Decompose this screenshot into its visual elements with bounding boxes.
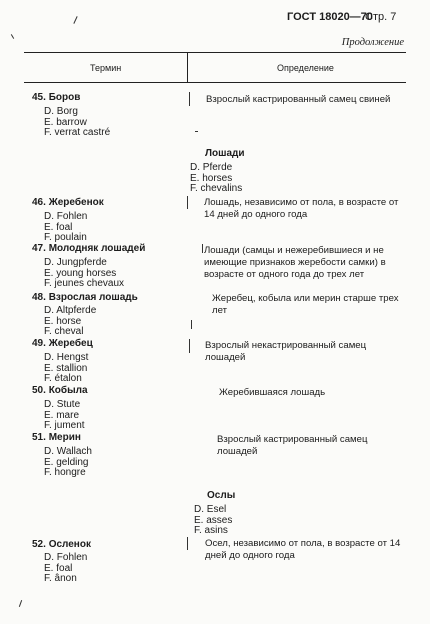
scan-mark [191, 320, 192, 329]
term-51-equivalents: D. Wallach E. gelding F. hongre [44, 446, 92, 478]
term-48: 48. Взрослая лошадь [32, 292, 138, 303]
term-45: 45. Боров [32, 92, 81, 103]
group-horses-equivalents: D. Pferde E. horses F. chevalins [190, 162, 243, 194]
term-51: 51. Мерин [32, 432, 81, 443]
term-46-definition: Лошадь, независимо от пола, в возрасте от 14 дней до одного года [204, 197, 399, 220]
scan-mark [195, 131, 198, 132]
table-top-rule [24, 52, 406, 53]
group-donkeys-equivalents: D. Esel E. asses F. asins [194, 504, 233, 536]
scan-mark [19, 600, 22, 607]
column-header-definition: Определение [277, 63, 334, 73]
term-47: 47. Молодняк лошадей [32, 243, 146, 254]
group-title-horses: Лошади [205, 148, 245, 159]
term-46-equivalents: D. Fohlen E. foal F. poulain [44, 211, 88, 243]
column-header-term: Термин [90, 63, 122, 73]
term-45-definition: Взрослый кастрированный самец свиней [206, 94, 391, 105]
term-50-equivalents: D. Stute E. mare F. jument [44, 399, 85, 431]
term-52: 52. Осленок [32, 539, 91, 550]
scan-mark [73, 16, 77, 24]
term-48-equivalents: D. Altpferde E. horse F. cheval [44, 305, 97, 337]
term-48-definition: Жеребец, кобыла или мерин старше трех лет [212, 293, 399, 316]
table-header-rule [24, 82, 406, 83]
term-50: 50. Кобыла [32, 385, 88, 396]
scan-mark [11, 34, 14, 39]
group-title-donkeys: Ослы [207, 490, 236, 501]
term-49-definition: Взрослый некастрированный самец лошадей [205, 340, 367, 363]
page-number: Стр. 7 [365, 11, 397, 23]
term-47-equivalents: D. Jungpferde E. young horses F. jeunes chevaux [44, 257, 125, 289]
scan-mark [189, 339, 190, 353]
term-47-definition: Лошади (самцы и нежеребившиеся и не имеющие признаков жеребости самки) в возрасте от одного года до трех лет [204, 245, 386, 280]
column-divider [187, 52, 188, 82]
scan-mark [187, 537, 188, 550]
document-code: ГОСТ 18020—70 [287, 11, 373, 23]
term-51-definition: Взрослый кастрированный самец лошадей [217, 434, 368, 457]
term-52-definition: Осел, независимо от пола, в возрасте от 14 дней до одного года [205, 538, 401, 561]
scan-mark [187, 196, 188, 209]
term-52-equivalents: D. Fohlen E. foal F. ânon [44, 552, 88, 584]
continued-label: Продолжение [341, 37, 404, 48]
term-49: 49. Жеребец [32, 338, 93, 349]
scan-mark [189, 92, 190, 106]
scan-mark [202, 244, 203, 253]
term-49-equivalents: D. Hengst E. stallion F. étalon [44, 352, 89, 384]
term-46: 46. Жеребенок [32, 197, 104, 208]
term-45-equivalents: D. Borg E. barrow F. verrat castré [44, 106, 111, 138]
term-50-definition: Жеребившаяся лошадь [219, 387, 326, 398]
